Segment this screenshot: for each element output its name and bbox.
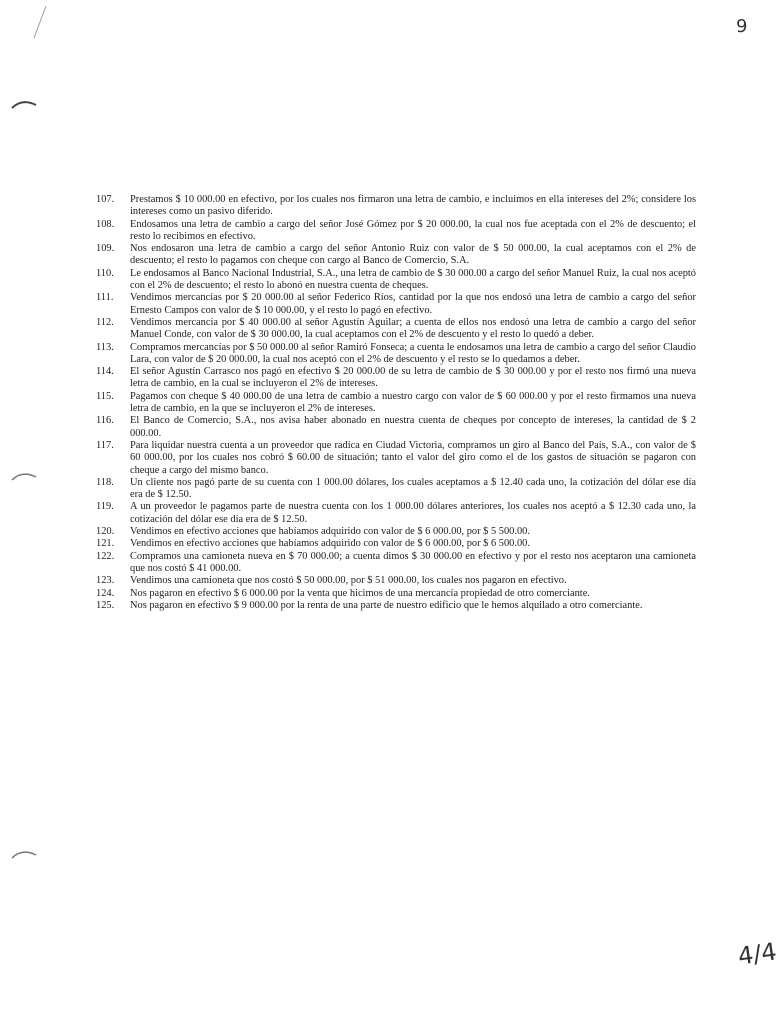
exercise-item (96, 440, 696, 477)
exercise-number: 113. (96, 341, 114, 353)
exercise-item (96, 292, 696, 317)
binder-hole-mark-top (10, 96, 38, 112)
binder-hole-mark-middle (10, 468, 38, 484)
exercise-number: 124. (96, 587, 115, 599)
exercise-text: Prestamos $ 10 000.00 en efectivo, por los cuales nos firmaron una letra de cambio, e incluimos en ella intereses del 2%; considere los intereses como un pasivo diferido. (130, 194, 696, 218)
exercise-item (96, 219, 696, 244)
binder-hole-mark-bottom (10, 846, 38, 862)
exercise-list (96, 194, 696, 612)
exercise-text: Compramos una camioneta nueva en $ 70 000.00; a cuenta dimos $ 30 000.00 en efectivo y por el resto nos aceptaron una camioneta que nos costó $ 41 000.00. (130, 550, 696, 574)
exercise-text: El Banco de Comercio, S.A., nos avisa haber abonado en nuestra cuenta de cheques por concepto de intereses, la cantidad de $ 2 000.00. (130, 415, 696, 439)
exercise-item (96, 243, 696, 268)
exercise-number: 125. (96, 599, 115, 611)
exercise-item (96, 366, 696, 391)
exercise-number: 110. (96, 267, 114, 279)
exercise-item (96, 342, 696, 367)
exercise-item (96, 391, 696, 416)
exercise-text: Endosamos una letra de cambio a cargo del señor José Gómez por $ 20 000.00, la cual nos fue aceptada con el 2% de descuento; el resto lo recibimos en efectivo. (130, 218, 696, 242)
exercise-text: Vendimos una camioneta que nos costó $ 50 000.00, por $ 51 000.00, los cuales nos pagaron en efectivo. (130, 575, 567, 587)
exercise-item (96, 526, 696, 538)
exercise-number: 108. (96, 218, 115, 230)
page-number: 9 (736, 16, 748, 37)
exercise-text: Un cliente nos pagó parte de su cuenta con 1 000.00 dólares, los cuales aceptamos a $ 12.40 cada uno, la cotización del dólar ese día era de $ 12.50. (130, 476, 696, 501)
exercise-number: 112. (96, 316, 114, 328)
exercise-number: 117. (96, 439, 114, 451)
exercise-item (96, 415, 696, 440)
exercise-number: 115. (96, 390, 114, 402)
exercise-item (96, 194, 696, 219)
exercise-number: 116. (96, 415, 114, 427)
exercise-item (96, 538, 696, 550)
corner-fraction: 4/4 (736, 937, 778, 971)
exercise-number: 114. (96, 366, 114, 378)
pen-stroke-mark (30, 4, 50, 40)
exercise-text: Le endosamos al Banco Nacional Industrial, S.A., una letra de cambio de $ 30 000.00 a cargo del señor Manuel Ruiz, la cual nos aceptó con el 2% de descuento; el resto lo abonó en nuestra cuenta de cheques. (130, 267, 696, 292)
exercise-number: 122. (96, 550, 115, 562)
exercise-number: 121. (96, 538, 115, 550)
exercise-text: Nos endosaron una letra de cambio a cargo del señor Antonio Ruiz con valor de $ 50 000.00, la cual aceptamos con el 2% de descuento; el resto lo pagamos con cheque con cargo al Banco de Comercio, S.A. (130, 243, 696, 267)
exercise-item (96, 575, 696, 587)
exercise-text: Para liquidar nuestra cuenta a un proveedor que radica en Ciudad Victoria, compramos un giro al Banco del País, S.A., con valor de $ 60 000.00, por los cuales nos cobró $ 60.00 de situación; tanto el valor del giro como el de los gastos de situación se pagaron con cheque a cargo del mismo banco. (130, 439, 696, 476)
exercise-item (96, 268, 696, 293)
exercise-item (96, 477, 696, 502)
exercise-number: 107. (96, 194, 115, 205)
exercise-text: Compramos mercancías por $ 50 000.00 al señor Ramiró Fonseca; a cuenta le endosamos una letra de cambio a cargo del señor Claudio Lara, con valor de $ 20 000.00, la cual nos aceptó con el 2% de descuento y el resto se lo quedamos a deber. (130, 341, 696, 365)
exercise-item (96, 501, 696, 526)
exercise-text: Vendimos mercancía por $ 40 000.00 al señor Agustín Aguilar; a cuenta de ellos nos endosó una letra de cambio a cargo del señor Manuel Conde, con valor de $ 30 000.00, la cual aceptamos con el 2% de descuento y el resto lo quedó a deber. (130, 316, 696, 341)
exercise-text: Pagamos con cheque $ 40 000.00 de una letra de cambio a nuestro cargo con valor de $ 60 000.00 y por el resto firmamos una nueva letra de cambio, en la que se incluyeron el 2% de intereses. (130, 390, 696, 415)
exercise-number: 119. (96, 501, 114, 513)
exercise-number: 118. (96, 476, 114, 488)
exercise-number: 109. (96, 243, 115, 255)
exercise-item (96, 600, 696, 612)
exercise-text: Nos pagaron en efectivo $ 9 000.00 por la renta de una parte de nuestro edificio que le hemos alquilado a otro comerciante. (130, 599, 643, 611)
exercise-item (96, 317, 696, 342)
exercise-text: Vendimos mercancías por $ 20 000.00 al señor Federico Ríos, cantidad por la que nos endosó una letra de cambio a cargo del señor Ernesto Campos con valor de $ 10 000.00, y el resto lo pagó en efectivo. (130, 292, 696, 316)
exercise-text: Vendimos en efectivo acciones que habíamos adquirido con valor de $ 6 000.00, por $ 5 500.00. (130, 526, 530, 538)
exercise-text: A un proveedor le pagamos parte de nuestra cuenta con los 1 000.00 dólares anteriores, los cuales nos aceptó a $ 12.30 cada uno, la cotización del dólar ese día era de $ 12.50. (130, 501, 696, 525)
exercise-item (96, 588, 696, 600)
exercise-text: Nos pagaron en efectivo $ 6 000.00 por la venta que hicimos de una mercancía propiedad de otro comerciante. (130, 587, 590, 599)
exercise-item (96, 551, 696, 576)
exercise-number: 123. (96, 575, 115, 587)
exercise-number: 120. (96, 526, 115, 538)
exercise-number: 111. (96, 292, 114, 304)
exercise-text: Vendimos en efectivo acciones que habíamos adquirido con valor de $ 6 000.00, por $ 6 500.00. (130, 538, 530, 550)
exercise-text: El señor Agustín Carrasco nos pagó en efectivo $ 20 000.00 de su letra de cambio de $ 30 000.00 y por el resto nos firmó una nueva letra de cambio, en la cual se incluyeron el 2% de intereses. (130, 366, 696, 390)
